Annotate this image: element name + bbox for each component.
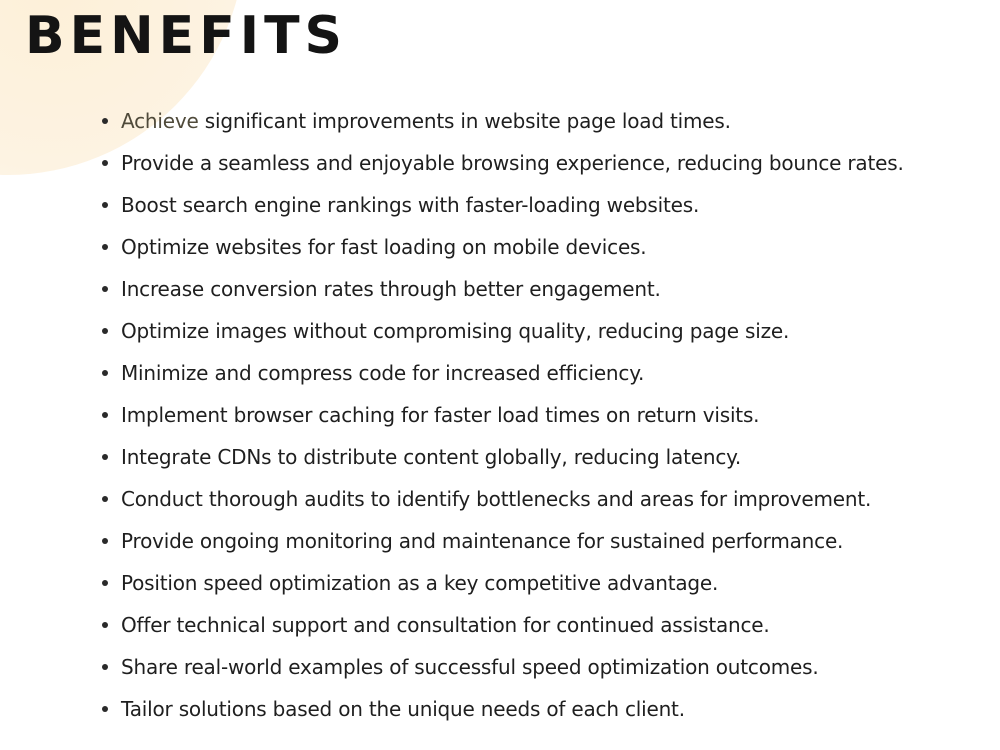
list-item-text: Optimize images without compromising quality, reducing page size.: [121, 319, 790, 343]
list-item: [100, 604, 980, 646]
list-item-text: Conduct thorough audits to identify bottlenecks and areas for improvement.: [121, 487, 872, 511]
list-item-text: significant improvements in website page load times.: [198, 109, 731, 133]
bullet-icon: [102, 370, 108, 376]
bullet-icon: [102, 244, 108, 250]
list-item: [100, 310, 980, 352]
list-item: [100, 520, 980, 562]
list-item-text: Offer technical support and consultation for continued assistance.: [121, 613, 770, 637]
list-item-text: Share real-world examples of successful speed optimization outcomes.: [121, 655, 819, 679]
list-item: [100, 184, 980, 226]
list-item-text: Provide ongoing monitoring and maintenance for sustained performance.: [121, 529, 844, 553]
list-item: [100, 142, 980, 184]
list-item: [100, 436, 980, 478]
list-item-text: Increase conversion rates through better engagement.: [121, 277, 661, 301]
bullet-icon: [102, 412, 108, 418]
bullet-icon: [102, 622, 108, 628]
bullet-icon: [102, 664, 108, 670]
benefits-list: [100, 100, 980, 730]
list-item: [100, 352, 980, 394]
list-item-text: Optimize websites for fast loading on mobile devices.: [121, 235, 647, 259]
bullet-icon: [102, 118, 108, 124]
list-item-text: Minimize and compress code for increased efficiency.: [121, 361, 645, 385]
list-item: [100, 646, 980, 688]
bullet-icon: [102, 454, 108, 460]
bullet-icon: [102, 496, 108, 502]
list-item: [100, 226, 980, 268]
bullet-icon: [102, 538, 108, 544]
bullet-icon: [102, 286, 108, 292]
bullet-icon: [102, 202, 108, 208]
list-item-text: Boost search engine rankings with faster-loading websites.: [121, 193, 700, 217]
list-item: [100, 268, 980, 310]
list-item-text: Provide a seamless and enjoyable browsing experience, reducing bounce rates.: [121, 151, 904, 175]
list-item-text: Tailor solutions based on the unique needs of each client.: [121, 697, 685, 721]
list-item-text: Integrate CDNs to distribute content globally, reducing latency.: [121, 445, 742, 469]
page-title: BENEFITS: [25, 6, 347, 66]
list-item: [100, 100, 980, 142]
list-item: [100, 478, 980, 520]
list-item: [100, 688, 980, 730]
highlighted-word: Achieve: [121, 109, 199, 133]
bullet-icon: [102, 706, 108, 712]
list-item-text: Implement browser caching for faster load times on return visits.: [121, 403, 760, 427]
bullet-icon: [102, 580, 108, 586]
list-item: [100, 562, 980, 604]
list-item: [100, 394, 980, 436]
list-item-text: Position speed optimization as a key competitive advantage.: [121, 571, 719, 595]
bullet-icon: [102, 160, 108, 166]
bullet-icon: [102, 328, 108, 334]
